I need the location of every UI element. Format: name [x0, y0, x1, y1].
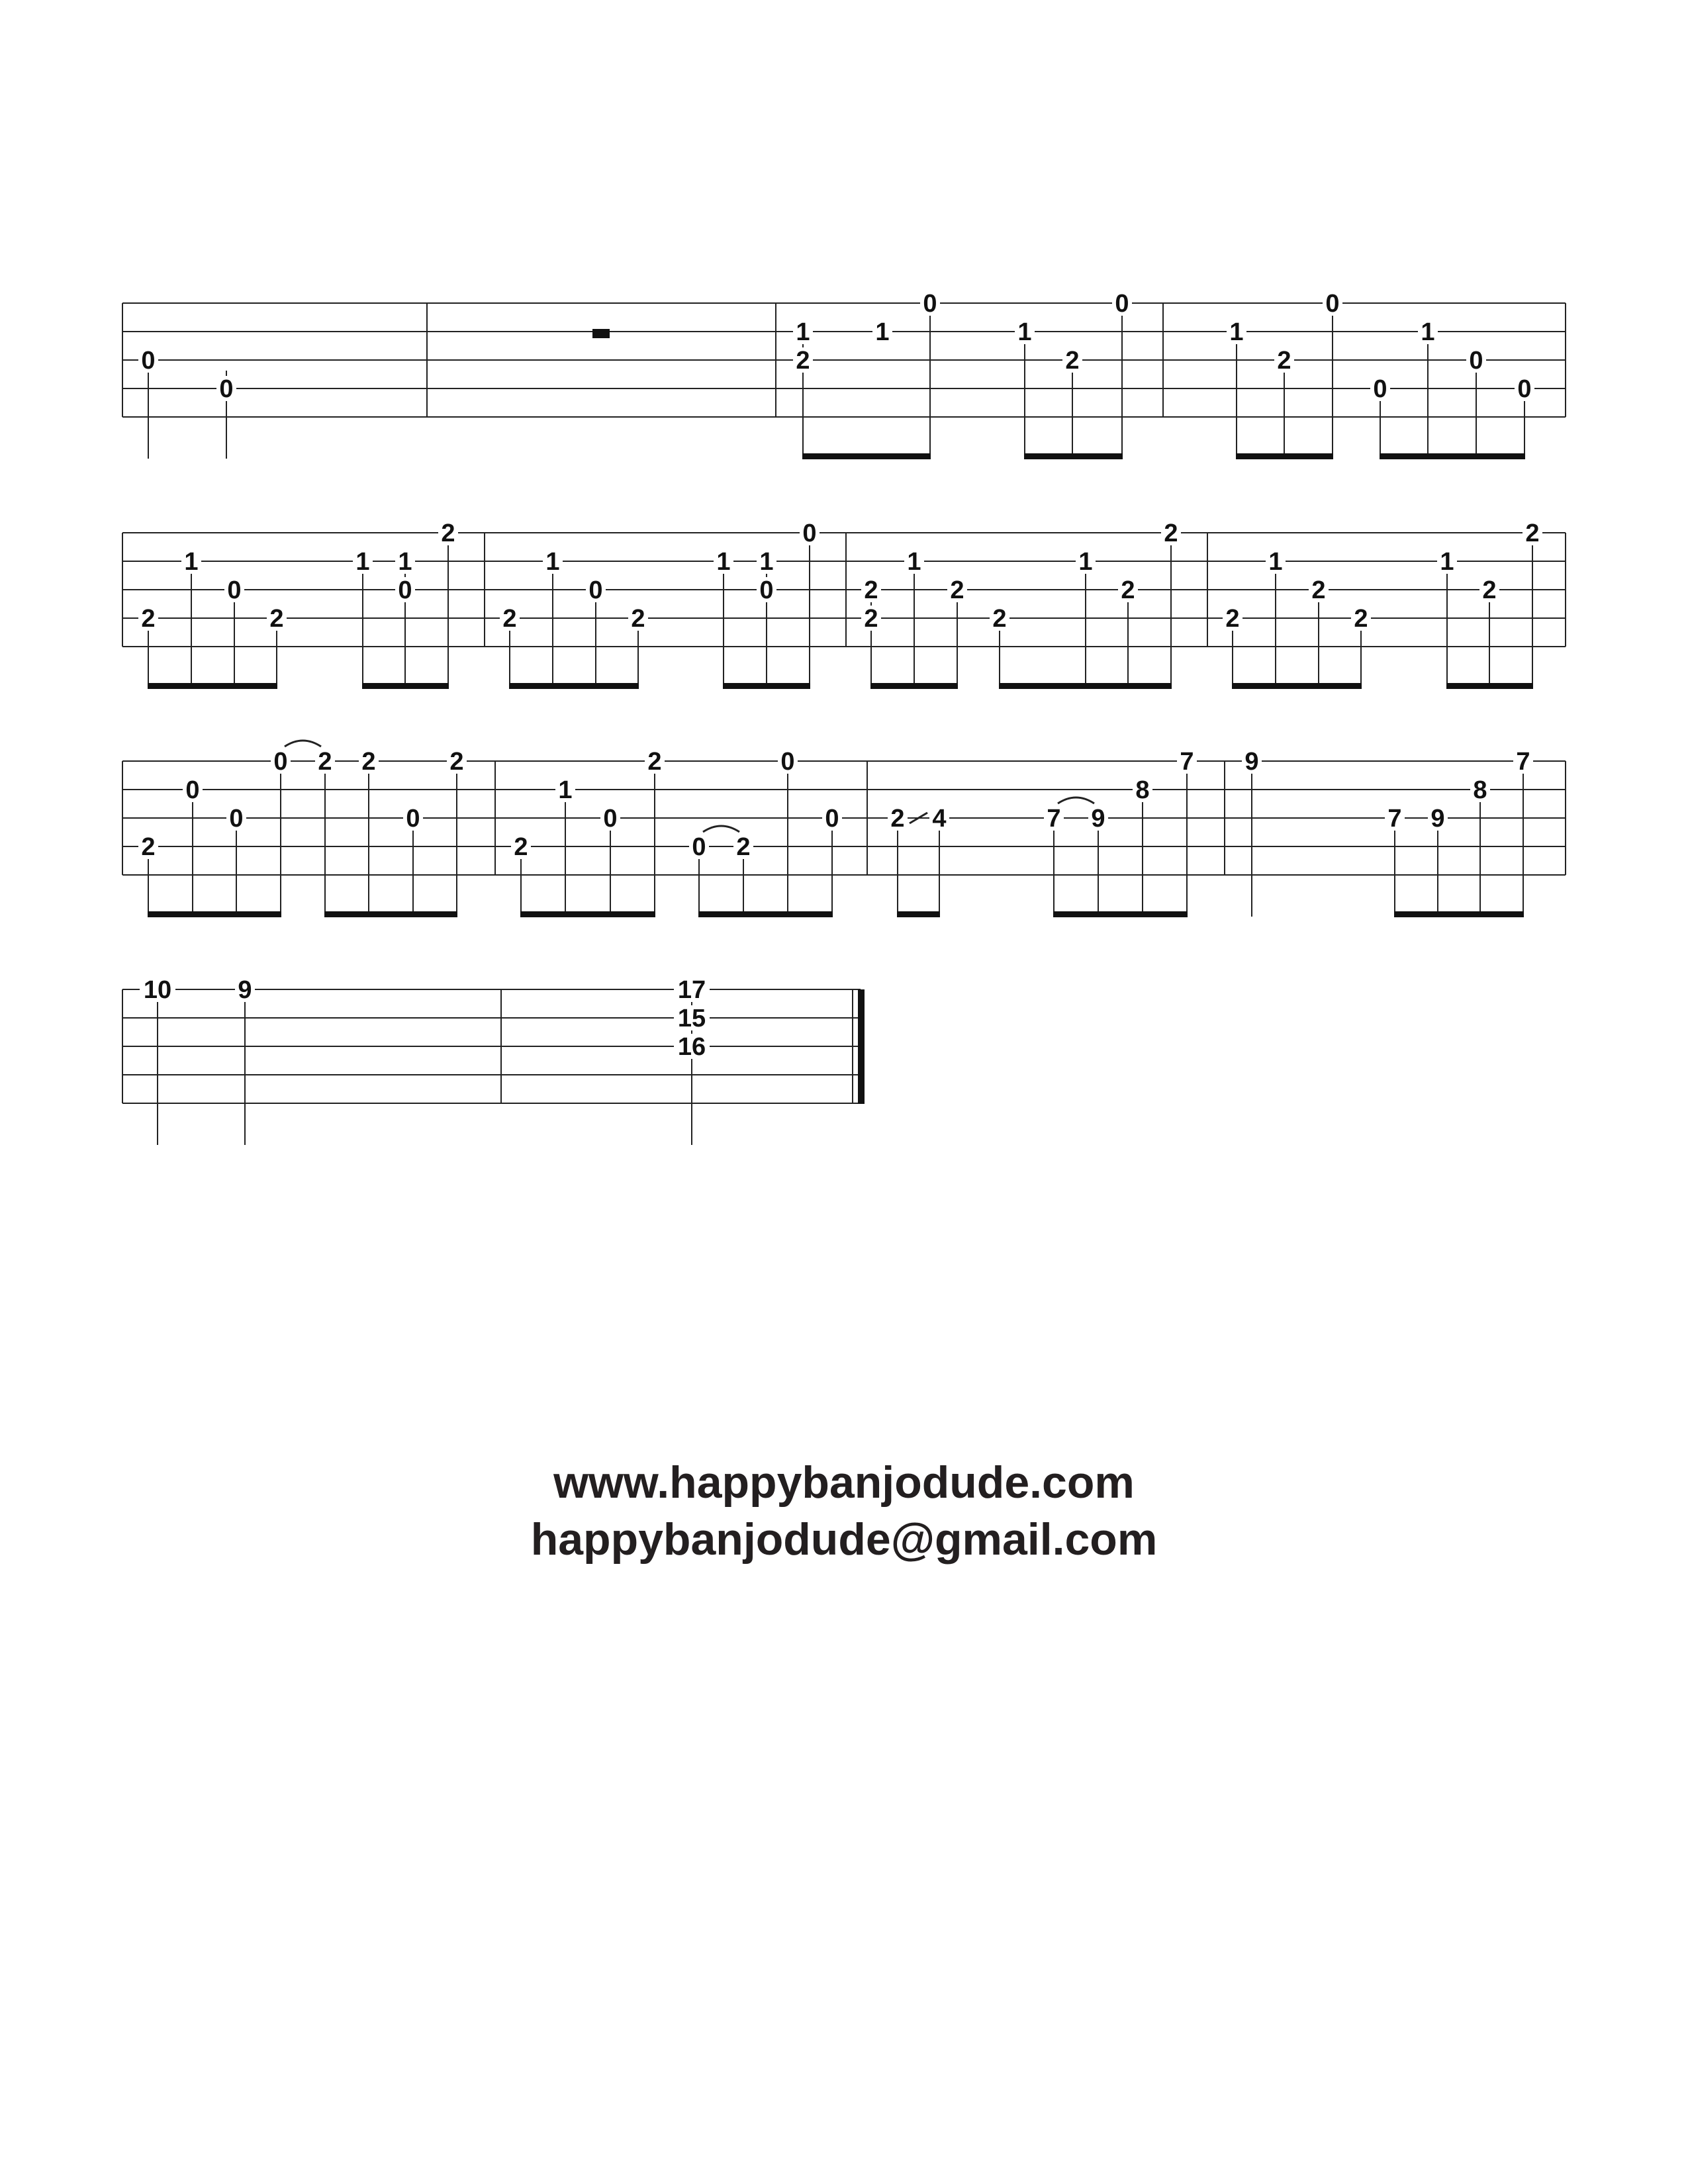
- fret-number: 2: [514, 833, 528, 861]
- fret-number: 2: [1311, 576, 1326, 604]
- fret-number: 2: [992, 605, 1007, 633]
- fret-number: 17: [677, 976, 706, 1004]
- fret-number: 2: [318, 748, 332, 776]
- fret-number: 2: [796, 347, 810, 375]
- final-barline-thick: [858, 989, 865, 1104]
- fret-number: 1: [398, 548, 412, 576]
- fret-number: 1: [558, 776, 573, 804]
- fret-number: 1: [716, 548, 731, 576]
- beam: [1024, 453, 1123, 459]
- fret-number: 2: [864, 576, 878, 604]
- fret-number: 0: [588, 576, 603, 604]
- fret-number: 2: [890, 805, 905, 833]
- fret-number: 1: [759, 548, 774, 576]
- tie-arc: [703, 826, 739, 832]
- fret-number: 0: [923, 290, 937, 318]
- beam: [802, 453, 931, 459]
- fret-number: 2: [864, 605, 878, 633]
- fret-number: 0: [229, 805, 244, 833]
- fret-number: 0: [406, 805, 420, 833]
- fret-number: 1: [545, 548, 560, 576]
- fret-number: 2: [141, 605, 156, 633]
- fret-number: 0: [185, 776, 200, 804]
- fret-number: 2: [1121, 576, 1135, 604]
- fret-number: 1: [355, 548, 370, 576]
- fret-number: 1: [1229, 318, 1244, 346]
- fret-number: 1: [796, 318, 810, 346]
- tie-arc: [285, 741, 321, 747]
- fret-number: 10: [143, 976, 172, 1004]
- fret-number: 0: [141, 347, 156, 375]
- fret-number: 2: [1525, 520, 1540, 547]
- fret-number: 2: [950, 576, 964, 604]
- fret-number: 2: [1482, 576, 1497, 604]
- fret-number: 2: [141, 833, 156, 861]
- fret-number: 7: [1516, 748, 1530, 776]
- beam: [520, 911, 655, 917]
- beam: [1053, 911, 1188, 917]
- fret-number: 1: [1017, 318, 1032, 346]
- beam: [1232, 683, 1362, 689]
- beam: [148, 911, 281, 917]
- fret-number: 2: [269, 605, 284, 633]
- beam: [324, 911, 457, 917]
- beam: [1236, 453, 1333, 459]
- fret-number: 2: [647, 748, 662, 776]
- fret-number: 9: [1091, 805, 1105, 833]
- beam: [897, 911, 940, 917]
- fret-number: 2: [502, 605, 517, 633]
- fret-number: 9: [1430, 805, 1445, 833]
- fret-number: 8: [1473, 776, 1487, 804]
- fret-number: 9: [1244, 748, 1259, 776]
- beam: [509, 683, 639, 689]
- beam: [1380, 453, 1525, 459]
- fret-number: 0: [780, 748, 795, 776]
- fret-number: 16: [677, 1033, 706, 1061]
- fret-number: 0: [1517, 375, 1532, 403]
- beam: [698, 911, 833, 917]
- fret-number: 2: [1277, 347, 1291, 375]
- fret-number: 2: [1164, 520, 1178, 547]
- fret-number: 2: [1354, 605, 1368, 633]
- fret-number: 0: [1115, 290, 1129, 318]
- fret-number: 15: [677, 1005, 706, 1032]
- fret-number: 0: [759, 576, 774, 604]
- fret-number: 1: [1078, 548, 1093, 576]
- fret-number: 9: [238, 976, 252, 1004]
- fret-number: 0: [227, 576, 242, 604]
- beam: [1446, 683, 1533, 689]
- fret-number: 0: [1469, 347, 1483, 375]
- fret-number: 0: [398, 576, 412, 604]
- fret-number: 2: [1225, 605, 1240, 633]
- footer-email[interactable]: happybanjodude@gmail.com: [530, 1514, 1158, 1565]
- half-rest: [592, 329, 610, 338]
- fret-number: 0: [802, 520, 817, 547]
- fret-number: 1: [1421, 318, 1435, 346]
- fret-number: 2: [631, 605, 645, 633]
- fret-number: 2: [361, 748, 376, 776]
- fret-number: 1: [1268, 548, 1283, 576]
- fret-number: 8: [1135, 776, 1150, 804]
- fret-number: 2: [441, 520, 455, 547]
- fret-number: 1: [184, 548, 199, 576]
- beam: [870, 683, 958, 689]
- fret-number: 0: [1325, 290, 1340, 318]
- fret-number: 0: [825, 805, 839, 833]
- fret-number: 0: [603, 805, 618, 833]
- beam: [148, 683, 277, 689]
- fret-number: 4: [932, 805, 947, 833]
- fret-number: 2: [1065, 347, 1080, 375]
- fret-number: 0: [273, 748, 288, 776]
- fret-number: 0: [219, 375, 234, 403]
- beam: [723, 683, 810, 689]
- fret-number: 2: [449, 748, 464, 776]
- tie-arc: [1058, 797, 1094, 803]
- fret-number: 7: [1047, 805, 1061, 833]
- fret-number: 1: [907, 548, 921, 576]
- fret-number: 7: [1180, 748, 1194, 776]
- fret-number: 0: [692, 833, 706, 861]
- fret-number: 1: [1440, 548, 1454, 576]
- beam: [362, 683, 449, 689]
- beam: [1394, 911, 1524, 917]
- fret-number: 0: [1373, 375, 1387, 403]
- fret-number: 2: [736, 833, 751, 861]
- footer-website[interactable]: www.happybanjodude.com: [553, 1457, 1135, 1508]
- fret-number: 7: [1387, 805, 1402, 833]
- beam: [999, 683, 1172, 689]
- fret-number: 1: [875, 318, 890, 346]
